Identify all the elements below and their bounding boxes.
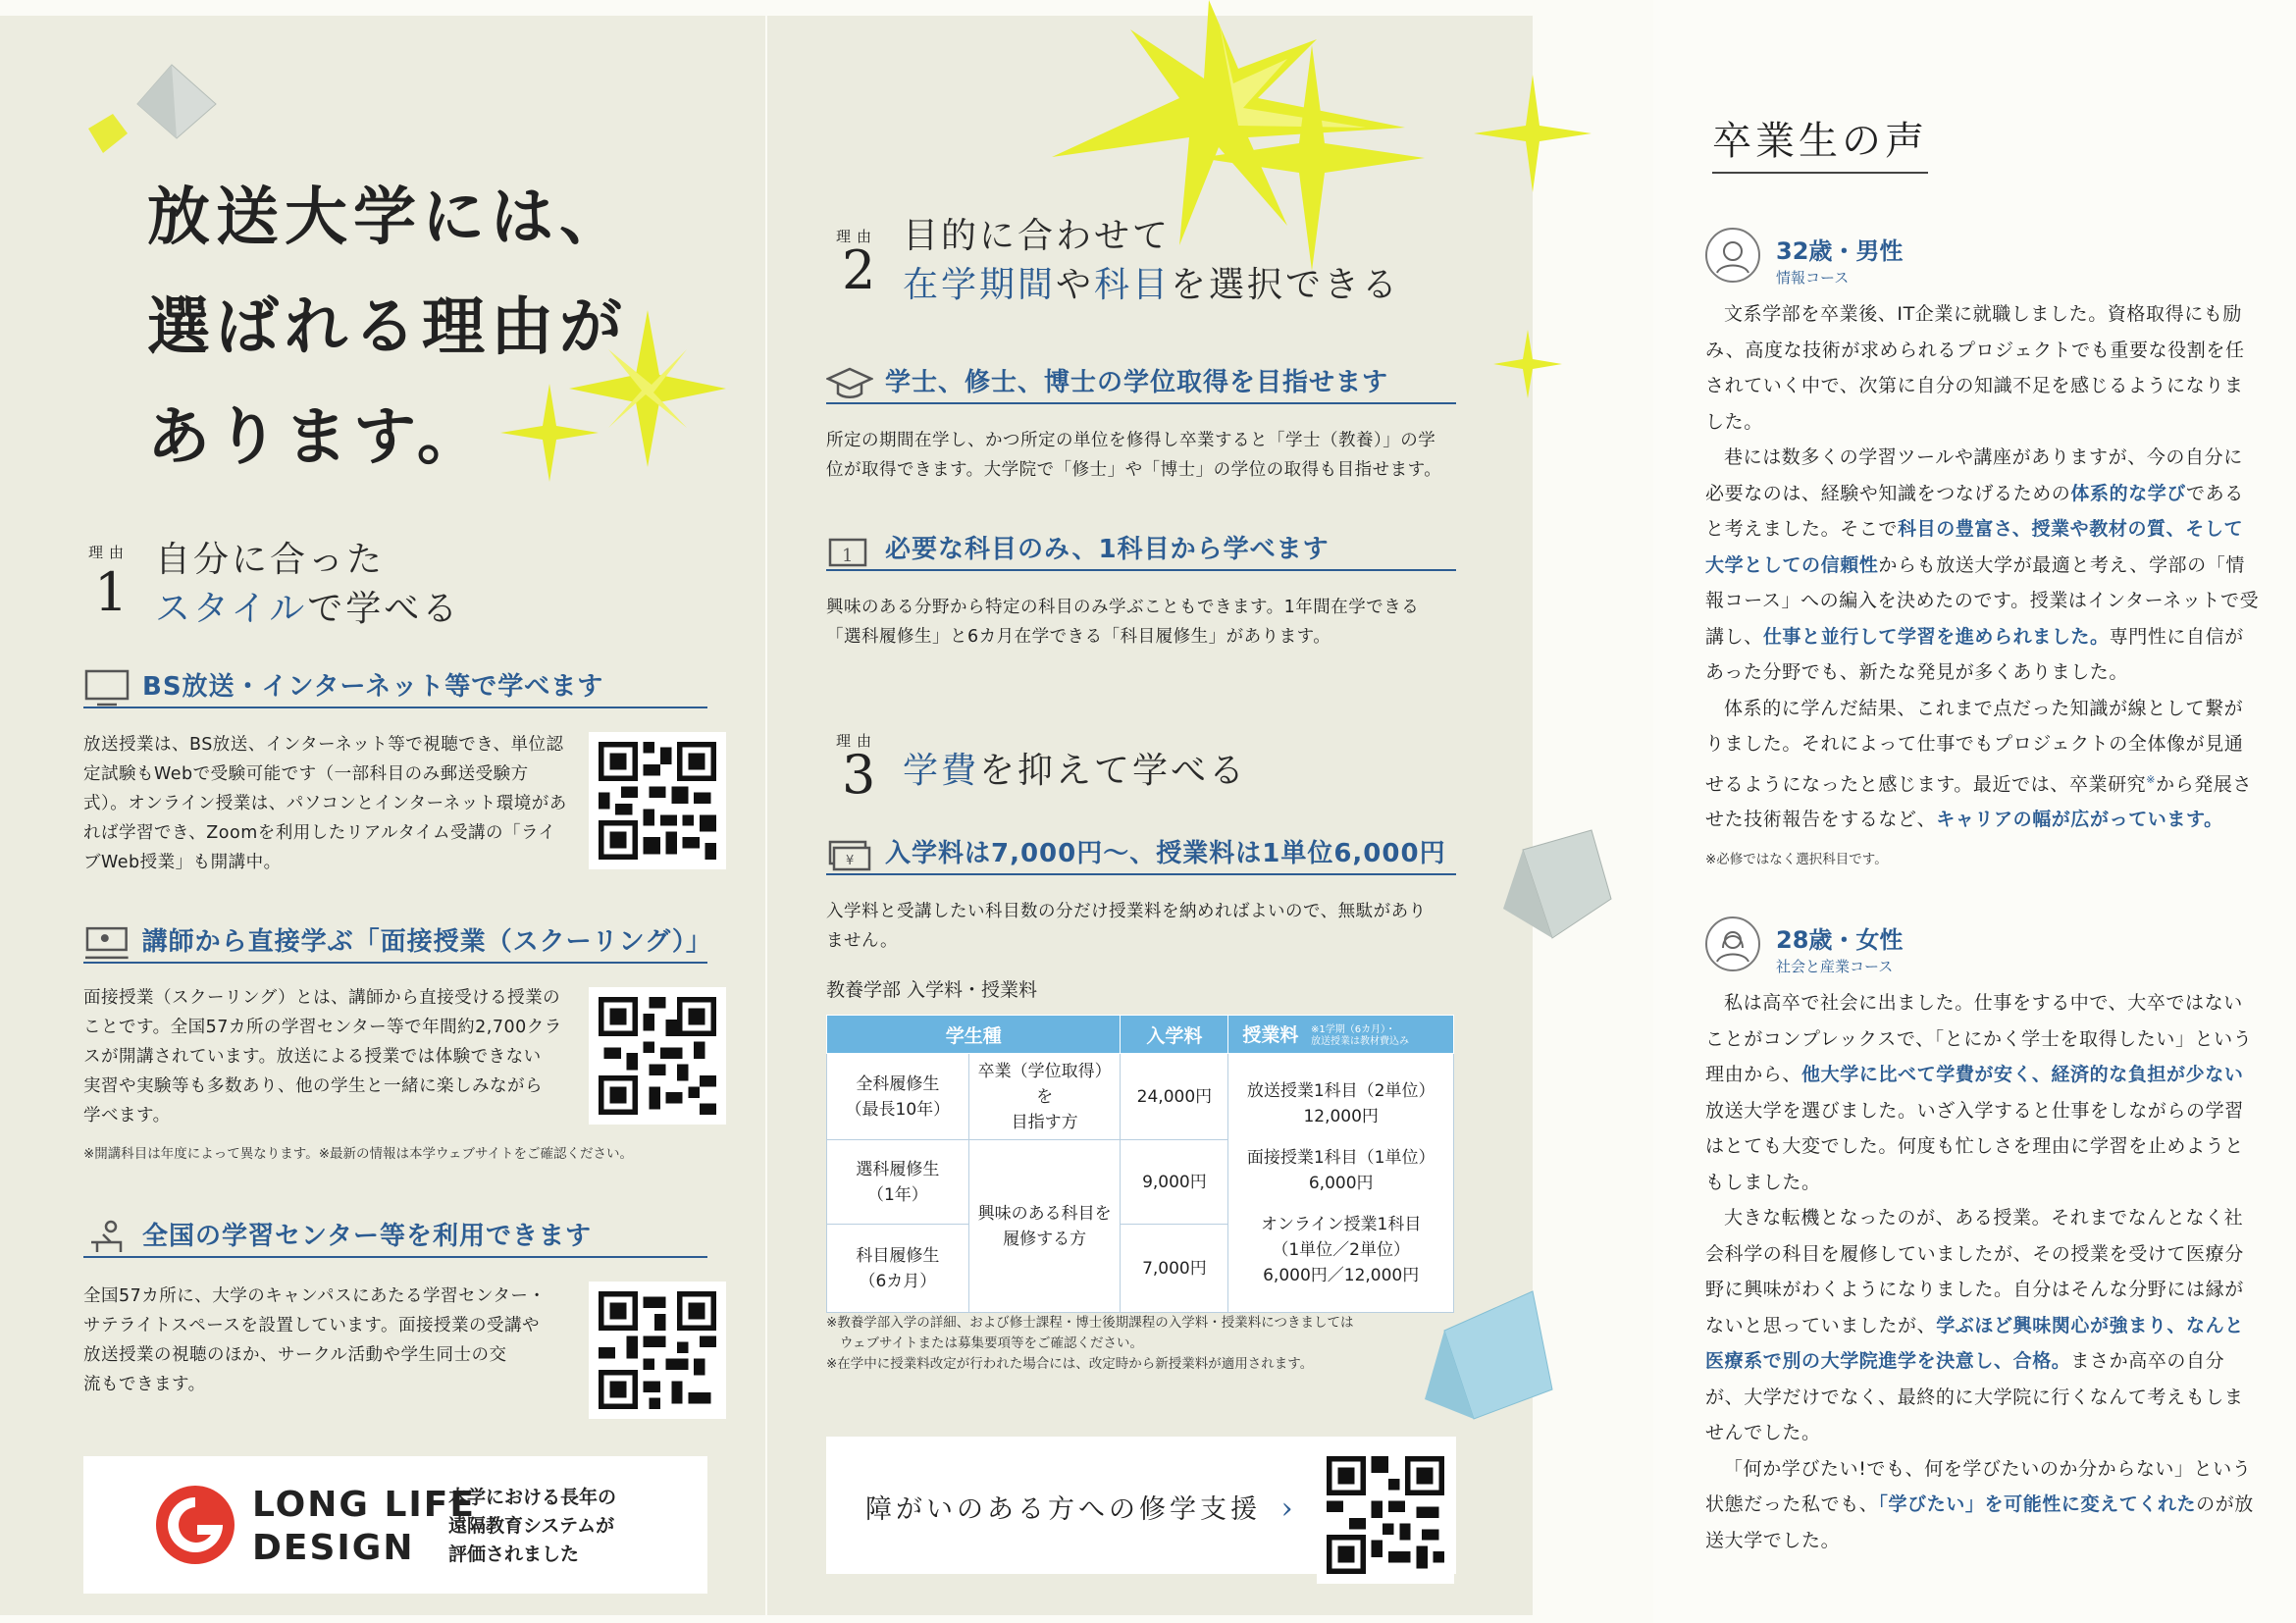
- panel-right: [1653, 0, 2296, 1623]
- hero-heading: 放送大学には、 選ばれる理由が あります。: [147, 181, 628, 474]
- table-cell: 7,000円: [1121, 1225, 1228, 1313]
- section-header-degree: 学士、修士、博士の学位取得を目指せます: [826, 359, 1456, 404]
- crystal-decoration-icon: [78, 35, 226, 173]
- table-cell: 卒業（学位取得）を 目指す方: [968, 1054, 1121, 1140]
- section-body-centers: 全国57カ所に、大学のキャンパスにあたる学習センター・ サテライトスペースを設置しています。面接授業の受講や 放送授業の視聴のほか、サークル活動や学生同士の交 流もできます。: [83, 1286, 547, 1394]
- reason-number: 2: [842, 239, 876, 301]
- section-header-schooling: 講師から直接学ぶ「面接授業（スクーリング）」: [83, 918, 707, 964]
- table-header-entry: 入学料: [1121, 1016, 1228, 1054]
- panel-middle: [767, 16, 1533, 1615]
- support-banner[interactable]: [826, 1437, 1456, 1574]
- qr-code-icon[interactable]: [589, 1282, 726, 1419]
- reason-tag: 理由: [88, 544, 130, 561]
- graduation-cap-icon: [826, 365, 873, 402]
- section-header-subject: 1 必要な科目のみ、1科目から学べます: [826, 526, 1456, 571]
- money-icon: [826, 836, 873, 873]
- reason-title: 自分に合った スタイルで学べる: [155, 540, 461, 629]
- section-header-centers: 全国の学習センター等を利用できます: [83, 1213, 707, 1258]
- section-body-fee: 入学料と受講したい科目数の分だけ授業料を納めればよいので、無駄があり ません。: [826, 902, 1427, 951]
- section-body-subject: 興味のある分野から特定の科目のみ学ぶこともできます。1年間在学できる 「選科履修生」と6カ月在学できる「科目履修生」があります。: [826, 598, 1420, 647]
- qr-code-icon[interactable]: [589, 732, 726, 869]
- qr-code-icon[interactable]: [589, 987, 726, 1125]
- table-cell: 科目履修生 （6カ月）: [827, 1225, 969, 1313]
- reason-title: 目的に合わせて 在学期間や科目を選択できる: [903, 216, 1401, 305]
- fee-table-caption: 教養学部 入学料・授業料: [826, 979, 1038, 1001]
- table-cell-tuition: 放送授業1科目（2単位） 12,000円 面接授業1科目（1単位） 6,000円 オンライン授業1科目 （1単位／2単位） 6,000円／12,000円: [1228, 1054, 1454, 1313]
- section-header-bs: BS放送・インターネット等で学べます: [83, 663, 707, 708]
- graduates-voice-title: 卒業生の声: [1712, 110, 1928, 174]
- reason-tag: 理由: [836, 228, 878, 245]
- testimonial-text: 私は高卒で社会に出ました。仕事をする中で、大卒ではないことがコンプレックスで、「とにかく学士を取得したい」という理由から、他大学に比べて学費が安く、経済的な負担が少ない放送大学を選びました。いざ入学すると仕事をしながらの学習はとても大変でした。何度も忙しさを理由に学習を止めようともしました。 大きな転機となったのが、ある授業。それまでなんとなく社会科学の科目を履修していましたが、その授業を受けて医療分野に興味がわくようになりました。自分はそんな分野には縁がないと思っていましたが、学ぶほど興味関心が強まり、なんと医療系で別の大学院進学を決意し、合格。まさか高卒の自分が、大学だけでなく、最終的に大学院に行くなんて考えもしませんでした。 「何か学びたい!でも、何を学びたいのか分からない」という状態だった私でも、「学びたい」を可能性に変えてくれたのが放送大学でした。: [1705, 992, 2254, 1551]
- qr-code-icon[interactable]: [1317, 1446, 1454, 1584]
- one-subject-icon: [826, 532, 873, 569]
- table-cell: 9,000円: [1121, 1140, 1228, 1225]
- table-cell: 興味のある科目を 履修する方: [968, 1140, 1121, 1313]
- schooling-note: ※開講科目は年度によって異なります。※最新の情報は本学ウェブサイトをご確認ください。: [83, 1146, 634, 1162]
- svg-text:1: 1: [842, 546, 854, 566]
- testimonial-text: 文系学部を卒業後、IT企業に就職しました。資格取得にも励み、高度な技術が求められるプロジェクトでも重要な役割を任されていく中で、次第に自分の知識不足を感じるようになりました。 巷には数多くの学習ツールや講座がありますが、今の自分に必要なのは、経験や知識をつなげるための体系的な学びであると考えました。そこで科目の豊富さ、授業や教材の質、そして大学としての信頼性からも放送大学が最適と考え、学部の「情報コース」への編入を決めたのです。授業はインターネットで受講し、仕事と並行して学習を進められました。専門性に自信があった分野でも、新たな発見が多くありました。 体系的に学んだ結果、これまで点だった知識が線として繋がりました。それによって仕事でもプロジェクトの全体像が見通せるようになったと感じます。最近では、卒業研究※から発展させた技術報告をするなど、キャリアの幅が広がっています。 ※必修ではなく選択科目です。: [1705, 303, 2260, 867]
- male-avatar-icon: [1705, 228, 1760, 283]
- table-header-tuition: 授業料 ※1学期（6カ月）・ 放送授業は教材費込み: [1228, 1016, 1454, 1054]
- lecturer-icon: [83, 924, 130, 962]
- svg-text:¥: ¥: [846, 854, 855, 868]
- fee-notes: ※教養学部入学の詳細、および修士課程・博士後期課程の入学料・授業料につきましては ウェブサイトまたは募集要項等をご確認ください。 ※在学中に授業料改定が行われた場合には、改定時から新授業料が適用されます。: [826, 1315, 1354, 1372]
- star-decoration-icon: [1474, 75, 1592, 192]
- female-avatar-icon: [1705, 916, 1760, 971]
- desk-icon: [83, 1219, 130, 1256]
- fee-table: [826, 1015, 1454, 1313]
- table-cell: 全科履修生 （最長10年）: [827, 1054, 969, 1140]
- support-link-text[interactable]: 障がいのある方への修学支援 ›: [865, 1492, 1297, 1526]
- person-name: 32歳・男性: [1776, 237, 1904, 265]
- table-header-type: 学生種: [827, 1016, 1121, 1054]
- panel-left: [0, 16, 765, 1615]
- section-header-fee: ¥ 入学料は7,000円〜、授業料は1単位6,000円: [826, 830, 1456, 875]
- person-course: 社会と産業コース: [1776, 958, 1894, 975]
- reason-number: 1: [94, 561, 129, 623]
- table-cell: 選科履修生 （1年）: [827, 1140, 969, 1225]
- long-life-design-text: 本学における長年の 遠隔教育システムが 評価されました: [448, 1487, 617, 1565]
- section-body-schooling: 面接授業（スクーリング）とは、講師から直接受ける授業の ことです。全国57カ所の学習センター等で年間約2,700クラ スが開講されています。放送による授業では体験できない 実習や実験等も多数あり、他の学生と一緒に楽しみながら 学べます。: [83, 988, 562, 1126]
- long-life-design-box: [83, 1456, 707, 1594]
- reason-number: 3: [842, 744, 876, 806]
- reason-title: 学費を抑えて学べる: [903, 751, 1248, 791]
- person-name: 28歳・女性: [1776, 926, 1904, 954]
- reason-tag: 理由: [836, 732, 878, 750]
- star-decoration-icon: [1493, 330, 1562, 398]
- long-life-design-logo: LONG LIFE DESIGN: [252, 1485, 476, 1568]
- section-body-bs: 放送授業は、BS放送、インターネット等で視聴でき、単位認 定試験もWebで受験可能です（一部科目のみ郵送受験方 式）。オンライン授業は、パソコンとインターネット環境があ れば学習でき、Zoomを利用したリアルタイム受講の「ライ ブWeb授業」も開講中。: [83, 735, 567, 872]
- crystal-decoration-icon: [1493, 820, 1621, 968]
- table-cell: 24,000円: [1121, 1054, 1228, 1140]
- section-body-degree: 所定の期間在学し、かつ所定の単位を修得し卒業すると「学士（教養）」の学 位が取得できます。大学院で「修士」や「博士」の学位の取得も目指せます。: [826, 431, 1442, 480]
- good-design-logo-icon: [154, 1484, 236, 1566]
- arrow-right-icon: ›: [1280, 1492, 1297, 1526]
- person-course: 情報コース: [1776, 269, 1850, 287]
- tv-icon: [83, 669, 130, 707]
